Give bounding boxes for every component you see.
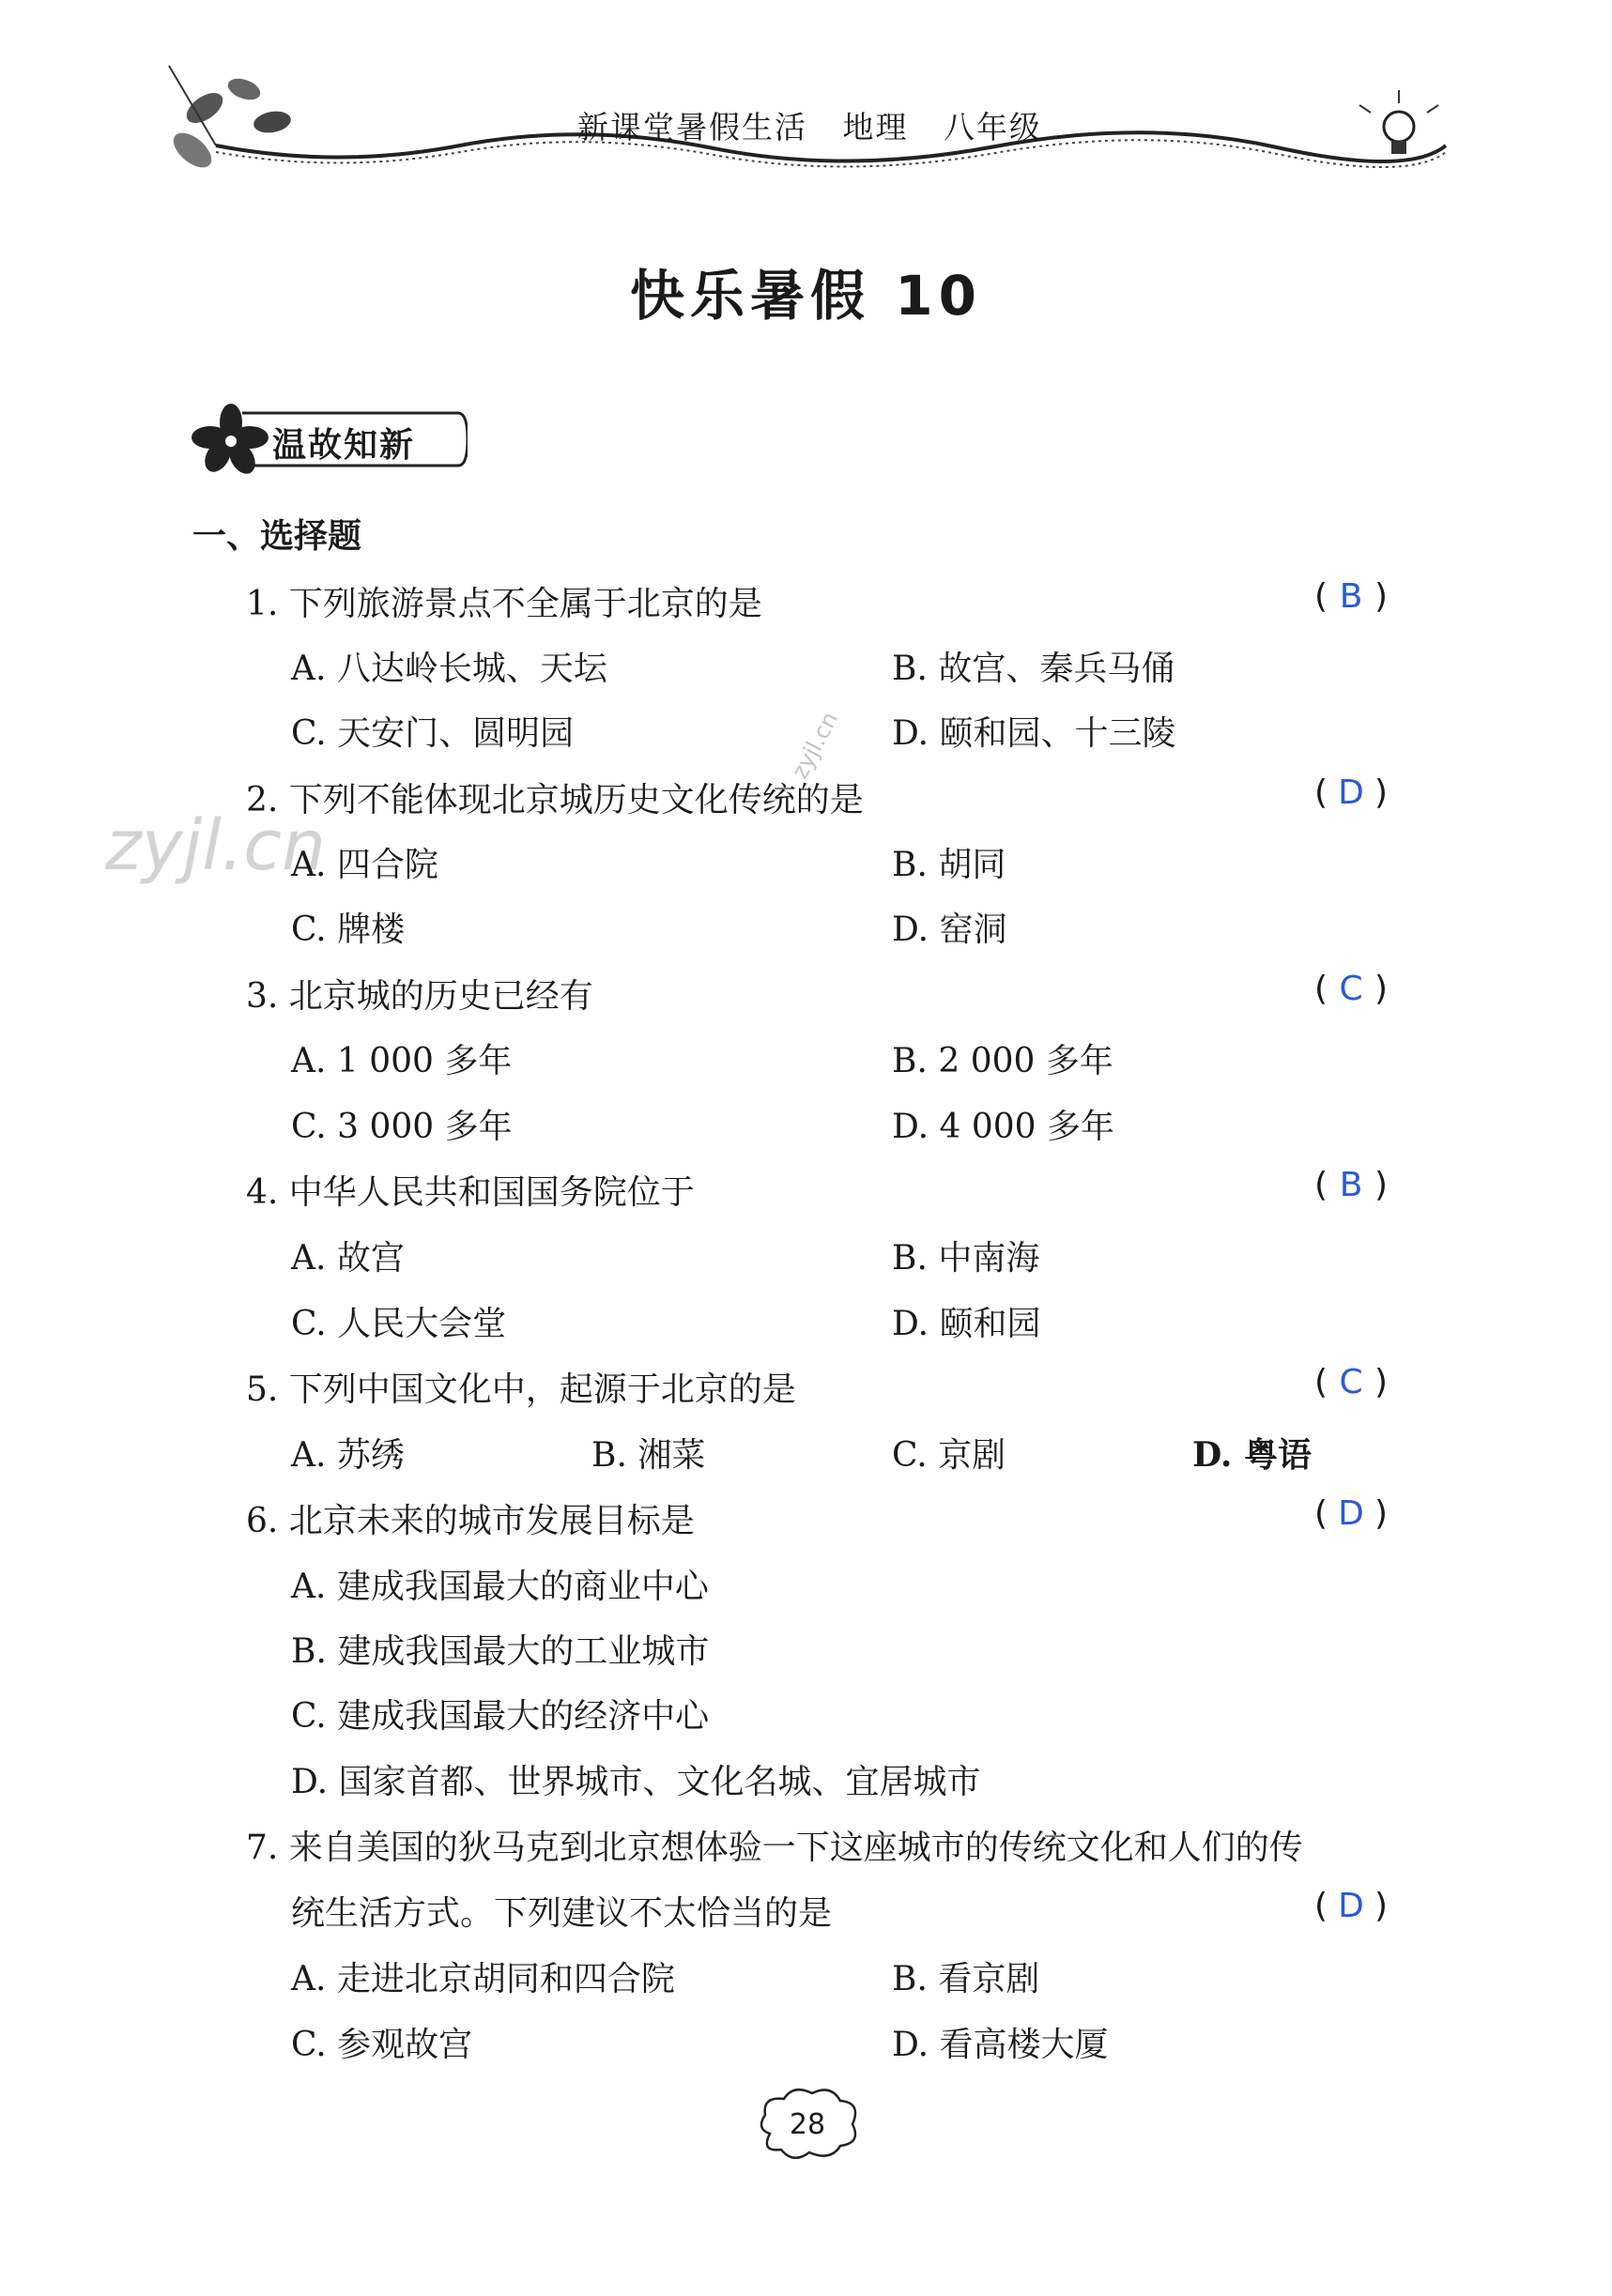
option: D. 窑洞 — [892, 911, 1007, 949]
answer-box: ( D ) — [1314, 1494, 1389, 1533]
option: A. 八达岭长城、天坛 — [291, 650, 607, 688]
question-stem: 5. 下列中国文化中，起源于北京的是 — [246, 1370, 796, 1409]
option: A. 四合院 — [291, 846, 438, 884]
option: A. 苏绣 — [291, 1436, 405, 1475]
answer-letter: B — [1339, 1166, 1363, 1204]
option: C. 人民大会堂 — [291, 1305, 507, 1343]
page-header — [150, 56, 1465, 207]
watermark: zyjl.cn — [105, 805, 326, 886]
answer-box: ( D ) — [1314, 773, 1389, 812]
header-title: 新课堂暑假生活 地理 八年级 — [577, 109, 1042, 145]
option: D. 颐和园、十三陵 — [892, 714, 1176, 753]
option: A. 故宫 — [291, 1239, 405, 1278]
question-stem: 7. 来自美国的狄马克到北京想体验一下这座城市的传统文化和人们的传 — [246, 1829, 1303, 1867]
option: D. 粤语 — [1192, 1435, 1313, 1475]
option: A. 建成我国最大的商业中心 — [291, 1568, 709, 1606]
section-label: 温故知新 — [272, 426, 416, 465]
option: C. 天安门、圆明园 — [291, 714, 575, 753]
option: B. 看京剧 — [892, 1960, 1040, 1998]
option: D. 看高楼大厦 — [892, 2026, 1109, 2064]
option: D. 颐和园 — [892, 1305, 1041, 1343]
option: B. 2 000 多年 — [892, 1042, 1113, 1080]
page-number-badge — [751, 2082, 864, 2166]
option: B. 中南海 — [892, 1239, 1040, 1278]
option: C. 建成我国最大的经济中心 — [291, 1697, 710, 1736]
option: B. 湘菜 — [591, 1436, 706, 1475]
part-title: 一、选择题 — [192, 517, 362, 556]
option: D. 国家首都、世界城市、文化名城、宜居城市 — [291, 1763, 981, 1801]
watermark-small: zyjl.cn — [786, 707, 844, 784]
option: B. 建成我国最大的工业城市 — [291, 1632, 710, 1671]
answer-letter: D — [1338, 773, 1364, 812]
question-stem: 4. 中华人民共和国国务院位于 — [246, 1173, 695, 1212]
question-stem: 6. 北京未来的城市发展目标是 — [246, 1502, 695, 1540]
option: C. 3 000 多年 — [291, 1108, 513, 1146]
option: A. 1 000 多年 — [291, 1042, 513, 1080]
answer-box: ( C ) — [1314, 1363, 1389, 1401]
answer-box: ( B ) — [1314, 577, 1389, 616]
answer-letter: C — [1339, 1363, 1363, 1401]
option: A. 走进北京胡同和四合院 — [291, 1960, 675, 1998]
option: D. 4 000 多年 — [892, 1108, 1114, 1146]
question-stem: 2. 下列不能体现北京城历史文化传统的是 — [246, 781, 864, 819]
answer-letter: D — [1338, 1494, 1364, 1533]
option: B. 故宫、秦兵马俑 — [892, 650, 1175, 688]
answer-letter: C — [1339, 970, 1363, 1008]
option: C. 京剧 — [892, 1436, 1006, 1475]
option: C. 参观故宫 — [291, 2026, 473, 2064]
answer-letter: D — [1338, 1887, 1364, 1925]
option: B. 胡同 — [892, 846, 1006, 884]
question-stem-continued: 统生活方式。下列建议不太恰当的是 — [291, 1894, 833, 1933]
answer-letter: B — [1339, 577, 1363, 616]
answer-box: ( B ) — [1314, 1166, 1389, 1204]
question-stem: 1. 下列旅游景点不全属于北京的是 — [246, 585, 762, 623]
page-number: 28 — [789, 2108, 826, 2141]
question-stem: 3. 北京城的历史已经有 — [246, 977, 593, 1016]
answer-box: ( D ) — [1314, 1887, 1389, 1925]
page-title: 快乐暑假 10 — [630, 264, 982, 328]
option: C. 牌楼 — [291, 911, 406, 949]
answer-box: ( C ) — [1314, 970, 1389, 1008]
